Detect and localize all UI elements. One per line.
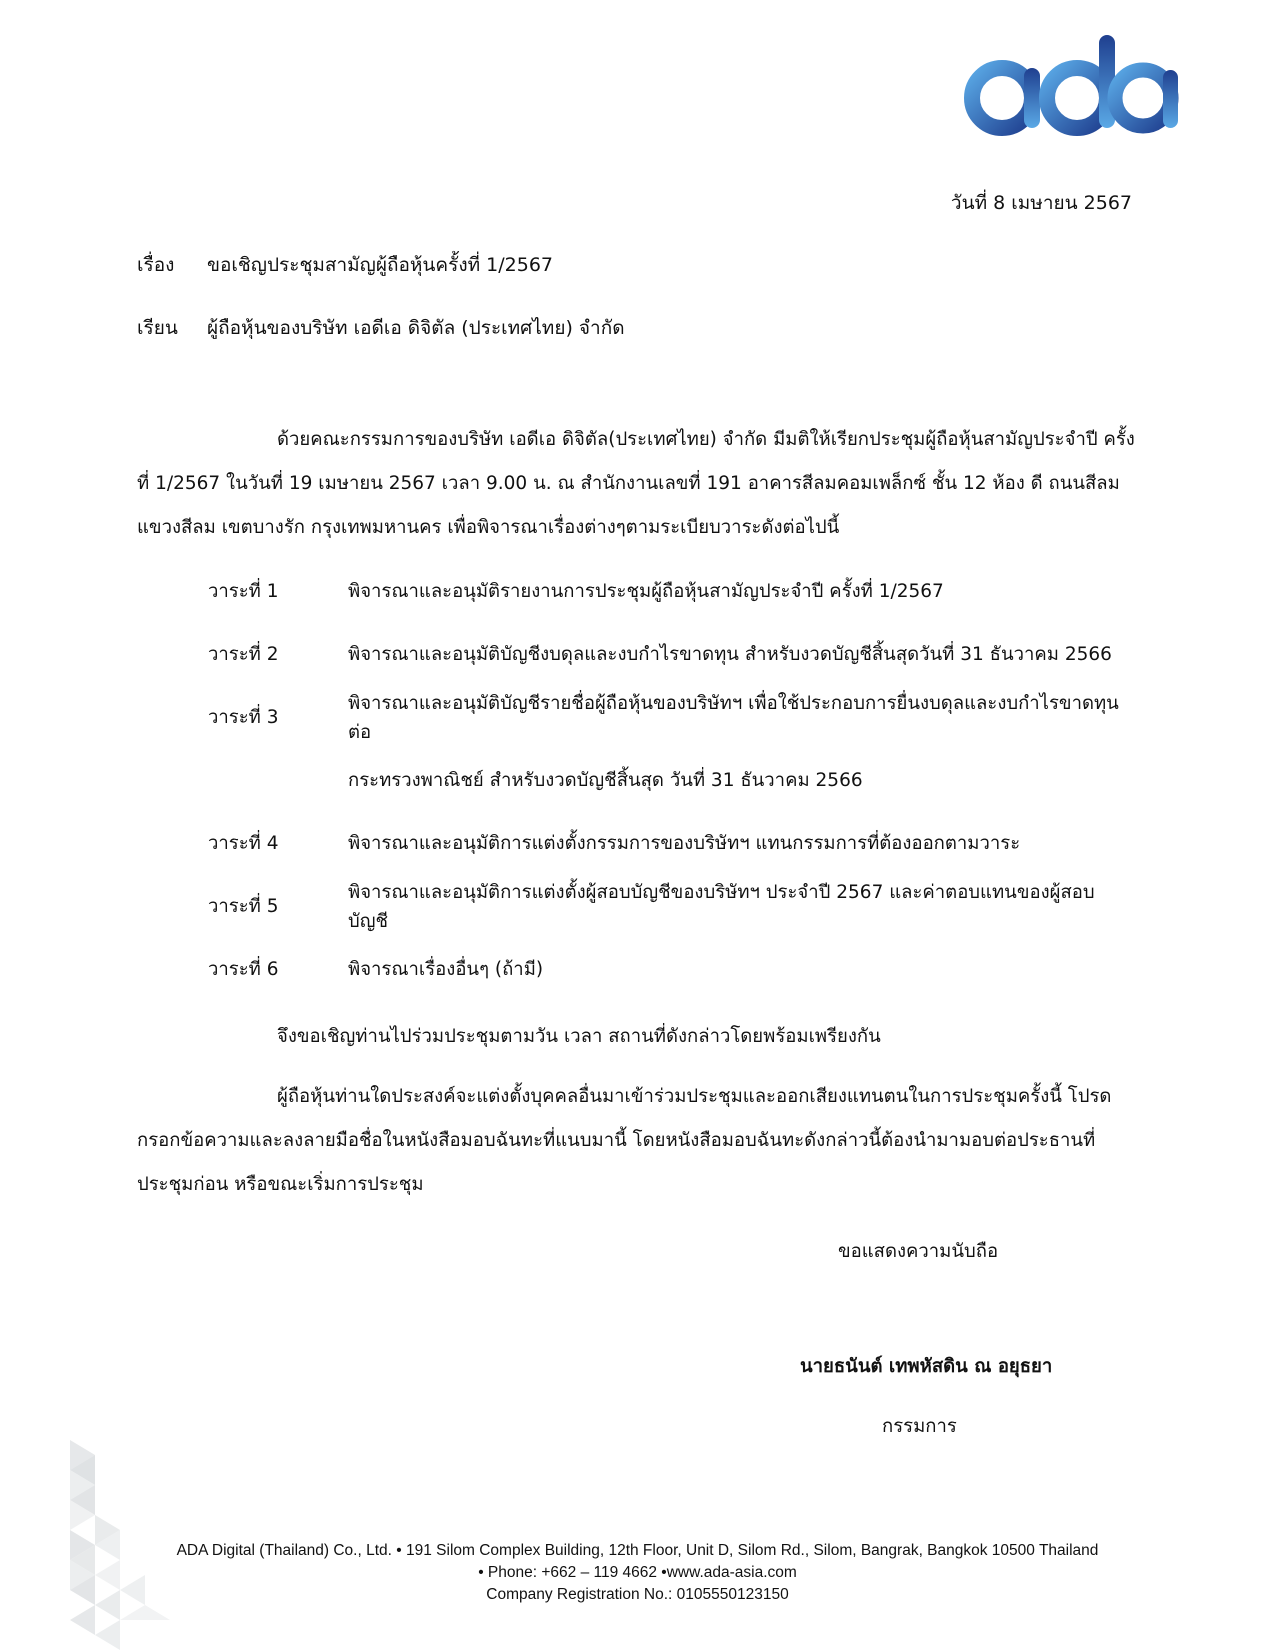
intro-paragraph: ด้วยคณะกรรมการของบริษัท เอดีเอ ดิจิตัล(ประเทศไทย) จำกัด มีมติให้เรียกประชุมผู้ถือหุ้นสามัญประจำปี ครั้งที่ 1/2567 ในวันที่ 19 เมษายน 2567 เวลา 9.00 น. ณ สำนักงานเลขที่ 191 อาคารสีลมคอมเพล็กซ์ ชั้น 12 ห้อง ดี ถนนสีลม แขวงสีลม เขตบางรัก กรุงเทพมหานคร เพื่อพิจารณาเรื่องต่างๆตามระเบียบวาระดังต่อไปนี้ <box>137 429 1135 538</box>
agenda-item-continuation <box>208 749 1128 812</box>
subject-text: ขอเชิญประชุมสามัญผู้ถือหุ้นครั้งที่ 1/2567 <box>207 254 554 276</box>
agenda-text-continued: กระทรวงพาณิชย์ สำหรับงวดบัญชีสิ้นสุด วันที่ 31 ธันวาคม 2566 <box>348 770 863 791</box>
recipient-label: เรียน <box>137 317 178 339</box>
agenda-number: วาระที่ 1 <box>208 581 279 602</box>
agenda-item <box>208 875 1128 938</box>
agenda-text: พิจารณาและอนุมัติการแต่งตั้งกรรมการของบริษัทฯ แทนกรรมการที่ต้องออกตามวาระ <box>348 833 1021 854</box>
agenda-number: วาระที่ 3 <box>208 707 279 728</box>
company-footer <box>0 1540 1275 1606</box>
agenda-number: วาระที่ 5 <box>208 896 279 917</box>
proxy-paragraph: ผู้ถือหุ้นท่านใดประสงค์จะแต่งตั้งบุคคลอื่นมาเข้าร่วมประชุมและออกเสียงแทนตนในการประชุมครั้งนี้ โปรดกรอกข้อความและลงลายมือชื่อในหนังสือมอบฉันทะที่แนบมานี้ โดยหนังสือมอบฉันทะดังกล่าวนี้ต้องนำมามอบต่อประธานที่ประชุมก่อน หรือขณะเริ่มการประชุม <box>137 1086 1112 1195</box>
letter-date: วันที่ 8 เมษายน 2567 <box>950 192 1132 214</box>
signer-position: กรรมการ <box>882 1416 957 1437</box>
ada-logo <box>960 30 1185 140</box>
agenda-number: วาระที่ 2 <box>208 644 279 665</box>
agenda-number: วาระที่ 4 <box>208 833 279 854</box>
recipient-line <box>137 313 625 343</box>
agenda-item <box>208 686 1128 749</box>
agenda-text: พิจารณาและอนุมัติบัญชีรายชื่อผู้ถือหุ้นของบริษัทฯ เพื่อใช้ประกอบการยื่นงบดุลและงบกำไรขาดทุนต่อ <box>348 692 1119 743</box>
agenda-item <box>208 623 1128 686</box>
recipient-text: ผู้ถือหุ้นของบริษัท เอดีเอ ดิจิตัล (ประเทศไทย) จำกัด <box>207 317 625 339</box>
agenda-text: พิจารณาเรื่องอื่นๆ (ถ้ามี) <box>348 959 544 980</box>
agenda-number: วาระที่ 6 <box>208 959 279 980</box>
subject-line <box>137 250 553 280</box>
agenda-item <box>208 938 1128 1001</box>
invitation-paragraph: จึงขอเชิญท่านไปร่วมประชุมตามวัน เวลา สถานที่ดังกล่าวโดยพร้อมเพรียงกัน <box>277 1026 881 1047</box>
footer-contact: • Phone: +662 – 119 4662 •www.ada-asia.com <box>478 1564 797 1581</box>
subject-label: เรื่อง <box>137 254 175 276</box>
agenda-item <box>208 812 1128 875</box>
footer-address: ADA Digital (Thailand) Co., Ltd. • 191 Silom Complex Building, 12th Floor, Unit D, Silom Rd., Silom, Bangrak, Bangkok 10500 Thailand <box>176 1542 1099 1559</box>
signer-name: นายธนันต์ เทพหัสดิน ณ อยุธยา <box>800 1356 1053 1377</box>
agenda-text: พิจารณาและอนุมัติรายงานการประชุมผู้ถือหุ้นสามัญประจำปี ครั้งที่ 1/2567 <box>348 581 944 602</box>
agenda-text: พิจารณาและอนุมัติบัญชีงบดุลและงบกำไรขาดทุน สำหรับงวดบัญชีสิ้นสุดวันที่ 31 ธันวาคม 2566 <box>348 644 1112 665</box>
agenda-item <box>208 560 1128 623</box>
footer-registration: Company Registration No.: 0105550123150 <box>486 1586 789 1603</box>
agenda-text: พิจารณาและอนุมัติการแต่งตั้งผู้สอบบัญชีของบริษัทฯ ประจำปี 2567 และค่าตอบแทนของผู้สอบบัญชี <box>348 881 1095 932</box>
closing-salutation: ขอแสดงความนับถือ <box>838 1241 999 1262</box>
agenda-list <box>208 560 1128 1001</box>
